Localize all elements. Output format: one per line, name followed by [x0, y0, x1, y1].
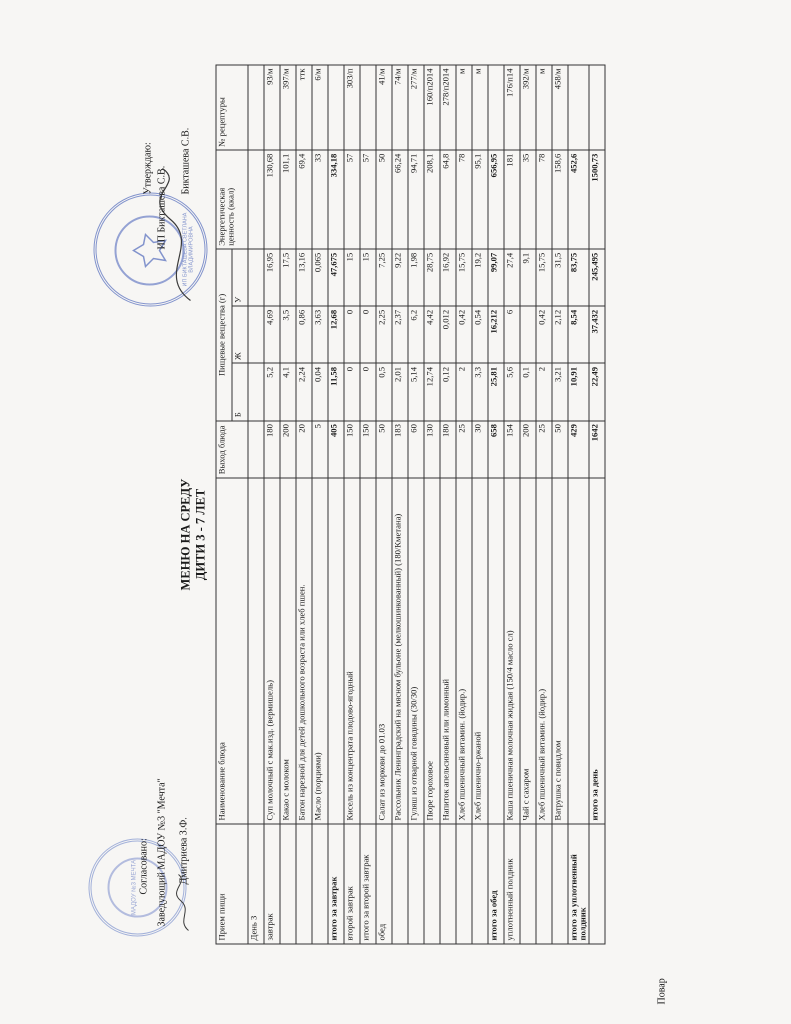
cell-energy: 101,1	[280, 150, 296, 249]
cell-dish: Хлеб пшеничный витамин. (йодир.)	[456, 477, 472, 823]
cell-recipe: 6/м	[312, 65, 328, 150]
header-yield: Выход блюда	[216, 420, 248, 477]
table-row	[424, 65, 440, 944]
cell-fat: 2,37	[392, 306, 408, 363]
cell-carbs: 16,95	[264, 249, 280, 306]
cell-meal	[296, 823, 312, 943]
cell-energy: 94,71	[408, 150, 424, 249]
title-line-1: МЕНЮ НА СРЕДУ	[178, 478, 192, 590]
cell-dish: Кисель из концентрата плодово-ягодный	[344, 477, 360, 823]
cell-recipe	[488, 65, 504, 150]
header-dish: Наименование блюда	[216, 477, 248, 823]
cell-meal: итого за уплотненный полдник	[568, 823, 589, 943]
cell-meal	[589, 823, 605, 943]
cell-dish: Ватрушка с повидлом	[552, 477, 568, 823]
cell-carbs: 19,2	[472, 249, 488, 306]
cell-fat: 0,42	[456, 306, 472, 363]
cell-fat: 4,69	[264, 306, 280, 363]
cell-protein: 0,12	[440, 363, 456, 420]
cell-meal: завтрак	[264, 823, 280, 943]
cell-yield: 25	[456, 420, 472, 477]
cell-yield: 5	[312, 420, 328, 477]
cell-dish: Салат из моркови до 01.03	[376, 477, 392, 823]
cell-carbs: 99,07	[488, 249, 504, 306]
cell-energy: 334,18	[328, 150, 344, 249]
table-row	[408, 65, 424, 944]
table-row	[552, 65, 568, 944]
cell-yield: 1642	[589, 420, 605, 477]
header-carbs: У	[232, 249, 248, 306]
cell-dish: Суп молочный с мак.изд. (вермишель)	[264, 477, 280, 823]
cell-meal	[472, 823, 488, 943]
cell-carbs: 15	[360, 249, 376, 306]
cell-dish	[568, 477, 589, 823]
header-fat: Ж	[232, 306, 248, 363]
agreement-label: Согласовано:	[138, 837, 149, 894]
cell-meal	[440, 823, 456, 943]
cell-meal	[312, 823, 328, 943]
cell-recipe: 74/м	[392, 65, 408, 150]
header-energy: Энергетическая ценность (ккал)	[216, 150, 248, 249]
header-nutrients: Пищевые вещества (г)	[216, 249, 232, 420]
cell-recipe: 397/м	[280, 65, 296, 150]
cell-meal: итого за второй завтрак	[360, 823, 376, 943]
cell-protein: 2,01	[392, 363, 408, 420]
cell-yield: 130	[424, 420, 440, 477]
cell-meal	[408, 823, 424, 943]
day-row	[248, 65, 264, 944]
cell-recipe: 392/м	[520, 65, 536, 150]
cell-energy: 158,6	[552, 150, 568, 249]
cell-recipe	[589, 65, 605, 150]
agreement-stamp-text: МАДОУ №3 МЕЧТА	[131, 859, 137, 915]
cell-energy: 78	[456, 150, 472, 249]
cell-dish: Хлеб пшенично-ржаной	[472, 477, 488, 823]
cell-dish: Каша пшеничная молочная жидкая (150/4 масло сл)	[504, 477, 520, 823]
cell-carbs: 9,22	[392, 249, 408, 306]
cell-dish: Рассольник Ленинградский на мясном бульоне (мелкошинкованный) (180/Кметана)	[392, 477, 408, 823]
cell-carbs: 16,92	[440, 249, 456, 306]
cell-protein: 4,1	[280, 363, 296, 420]
cell-dish: итого за день	[589, 477, 605, 823]
cell-fat: 0,012	[440, 306, 456, 363]
approval-line-1: ИП Бикташева С.В.	[156, 165, 167, 249]
table-row	[520, 65, 536, 944]
cell-protein: 0,5	[376, 363, 392, 420]
cell-carbs: 17,5	[280, 249, 296, 306]
cell-energy: 208,1	[424, 150, 440, 249]
table-row	[344, 65, 360, 944]
table-row	[568, 65, 589, 944]
cell-protein: 11,58	[328, 363, 344, 420]
cell-protein: 0	[344, 363, 360, 420]
cell-yield: 50	[552, 420, 568, 477]
cell-dish: Чай с сахаром	[520, 477, 536, 823]
cell-fat	[520, 306, 536, 363]
cell-recipe: 93/м	[264, 65, 280, 150]
cell-protein: 12,74	[424, 363, 440, 420]
cell-dish: Какао с молоком	[280, 477, 296, 823]
table-row	[312, 65, 328, 944]
cell-yield: 25	[536, 420, 552, 477]
cell-energy: 35	[520, 150, 536, 249]
agreement-stamp	[88, 838, 186, 936]
cell-yield: 154	[504, 420, 520, 477]
cell-dish	[360, 477, 376, 823]
approval-line-2: Бикташева С.В.	[180, 127, 191, 194]
cell-carbs: 28,75	[424, 249, 440, 306]
menu-table-body	[248, 65, 605, 944]
cell-energy: 66,24	[392, 150, 408, 249]
cell-dish: Масло (порциями)	[312, 477, 328, 823]
approval-signature	[150, 164, 210, 304]
cell-yield: 150	[344, 420, 360, 477]
cell-yield: 180	[440, 420, 456, 477]
cell-carbs: 15,75	[456, 249, 472, 306]
cell-carbs: 13,16	[296, 249, 312, 306]
cell-fat: 2,25	[376, 306, 392, 363]
cell-meal: второй завтрак	[344, 823, 360, 943]
cell-energy: 64,8	[440, 150, 456, 249]
cell-carbs: 27,4	[504, 249, 520, 306]
cell-dish: Пюре гороховое	[424, 477, 440, 823]
table-row	[536, 65, 552, 944]
table-row	[296, 65, 312, 944]
header-row	[216, 65, 232, 944]
cell-recipe	[568, 65, 589, 150]
table-row	[504, 65, 520, 944]
cell-protein: 2,24	[296, 363, 312, 420]
cell-yield: 20	[296, 420, 312, 477]
cell-yield: 50	[376, 420, 392, 477]
cell-yield: 30	[472, 420, 488, 477]
cell-fat: 2,12	[552, 306, 568, 363]
cell-energy: 78	[536, 150, 552, 249]
cell-energy: 57	[344, 150, 360, 249]
cell-carbs: 9,1	[520, 249, 536, 306]
cell-meal: итого за завтрак	[328, 823, 344, 943]
cell-recipe: ттк	[296, 65, 312, 150]
title-line-2: ДИТИ 3 - 7 ЛЕТ	[193, 488, 207, 580]
header-recipe: № рецептуры	[216, 65, 248, 150]
header-protein: Б	[232, 363, 248, 420]
cell-meal	[456, 823, 472, 943]
cell-recipe	[328, 65, 344, 150]
cell-yield: 405	[328, 420, 344, 477]
cell-dish	[328, 477, 344, 823]
table-row	[472, 65, 488, 944]
table-row	[376, 65, 392, 944]
footer-cook: Повар	[656, 977, 667, 1004]
agreement-line-2: Дмитриева З.Ф.	[178, 816, 189, 884]
cell-dish	[488, 477, 504, 823]
cell-recipe	[360, 65, 376, 150]
cell-fat: 0,42	[536, 306, 552, 363]
cell-carbs: 15	[344, 249, 360, 306]
cell-protein: 2	[456, 363, 472, 420]
table-row	[392, 65, 408, 944]
cell-dish: Батон нарезной для детей дошкольного возраста или хлеб пшен.	[296, 477, 312, 823]
cell-dish: Гуляш из отварной говядины (30/30)	[408, 477, 424, 823]
cell-meal: итого за обед	[488, 823, 504, 943]
cell-recipe: 160/п2014	[424, 65, 440, 150]
cell-yield: 60	[408, 420, 424, 477]
table-row	[280, 65, 296, 944]
cell-energy: 1500,73	[589, 150, 605, 249]
cell-meal	[392, 823, 408, 943]
cell-meal	[280, 823, 296, 943]
day-label: День 3	[248, 823, 264, 943]
cell-protein: 22,49	[589, 363, 605, 420]
cell-fat: 8,54	[568, 306, 589, 363]
cell-fat: 16,212	[488, 306, 504, 363]
cell-recipe: м	[456, 65, 472, 150]
cell-fat: 6,2	[408, 306, 424, 363]
header-meal: Прием пищи	[216, 823, 248, 943]
cell-protein: 3,3	[472, 363, 488, 420]
cell-protein: 3,21	[552, 363, 568, 420]
cell-recipe: м	[472, 65, 488, 150]
cell-recipe: 277/м	[408, 65, 424, 150]
cell-carbs: 7,25	[376, 249, 392, 306]
cell-fat: 12,68	[328, 306, 344, 363]
cell-protein: 0	[360, 363, 376, 420]
cell-recipe: м	[536, 65, 552, 150]
cell-carbs: 83,75	[568, 249, 589, 306]
cell-protein: 2	[536, 363, 552, 420]
cell-protein: 5,2	[264, 363, 280, 420]
cell-energy: 452,6	[568, 150, 589, 249]
cell-fat: 37,432	[589, 306, 605, 363]
cell-energy: 69,4	[296, 150, 312, 249]
cell-carbs: 245,495	[589, 249, 605, 306]
cell-carbs: 1,98	[408, 249, 424, 306]
cell-energy: 33	[312, 150, 328, 249]
cell-energy: 50	[376, 150, 392, 249]
cell-protein: 25,81	[488, 363, 504, 420]
cell-fat: 0,54	[472, 306, 488, 363]
cell-carbs: 31,5	[552, 249, 568, 306]
cell-protein: 5,6	[504, 363, 520, 420]
cell-meal: уплотненный полдник	[504, 823, 520, 943]
cell-recipe: 278/п2014	[440, 65, 456, 150]
agreement-line-1: Заведующий МАДОУ №3 "Мечта"	[156, 777, 167, 926]
approval-stamp-text: ИП БИКТАШЕВА СВЕТЛАНА ВЛАДИМИРОВНА	[182, 212, 194, 286]
cell-fat: 4,42	[424, 306, 440, 363]
table-row	[488, 65, 504, 944]
cell-recipe: 458/м	[552, 65, 568, 150]
cell-recipe: 303/п	[344, 65, 360, 150]
cell-meal: обед	[376, 823, 392, 943]
cell-protein: 0,04	[312, 363, 328, 420]
cell-yield: 658	[488, 420, 504, 477]
cell-carbs: 15,75	[536, 249, 552, 306]
cell-meal	[536, 823, 552, 943]
cell-recipe: 176/п14	[504, 65, 520, 150]
table-row	[456, 65, 472, 944]
cell-fat: 3,5	[280, 306, 296, 363]
cell-carbs: 0,065	[312, 249, 328, 306]
cell-energy: 656,95	[488, 150, 504, 249]
cell-protein: 5,14	[408, 363, 424, 420]
approval-label: Утверждаю:	[142, 141, 153, 194]
cell-fat: 3,63	[312, 306, 328, 363]
cell-yield: 200	[280, 420, 296, 477]
cell-fat: 0	[360, 306, 376, 363]
cell-fat: 6	[504, 306, 520, 363]
cell-yield: 183	[392, 420, 408, 477]
cell-energy: 130,68	[264, 150, 280, 249]
cell-yield: 200	[520, 420, 536, 477]
cell-meal	[520, 823, 536, 943]
cell-yield: 429	[568, 420, 589, 477]
table-row	[589, 65, 605, 944]
cell-energy: 95,1	[472, 150, 488, 249]
cell-energy: 57	[360, 150, 376, 249]
cell-protein: 0,1	[520, 363, 536, 420]
table-row	[440, 65, 456, 944]
cell-energy: 181	[504, 150, 520, 249]
table-row	[264, 65, 280, 944]
cell-protein: 10,91	[568, 363, 589, 420]
cell-meal	[552, 823, 568, 943]
page-title	[178, 424, 208, 644]
cell-yield: 150	[360, 420, 376, 477]
cell-dish: Хлеб пшеничный витамин. (йодир.)	[536, 477, 552, 823]
table-row	[328, 65, 344, 944]
table-row	[360, 65, 376, 944]
cell-carbs: 47,675	[328, 249, 344, 306]
cell-fat: 0,86	[296, 306, 312, 363]
cell-yield: 180	[264, 420, 280, 477]
cell-meal	[424, 823, 440, 943]
menu-table	[215, 64, 605, 944]
agreement-signature	[174, 872, 194, 932]
cell-fat: 0	[344, 306, 360, 363]
cell-dish: Напиток апельсиновый или лимонный	[440, 477, 456, 823]
cell-recipe: 41/м	[376, 65, 392, 150]
